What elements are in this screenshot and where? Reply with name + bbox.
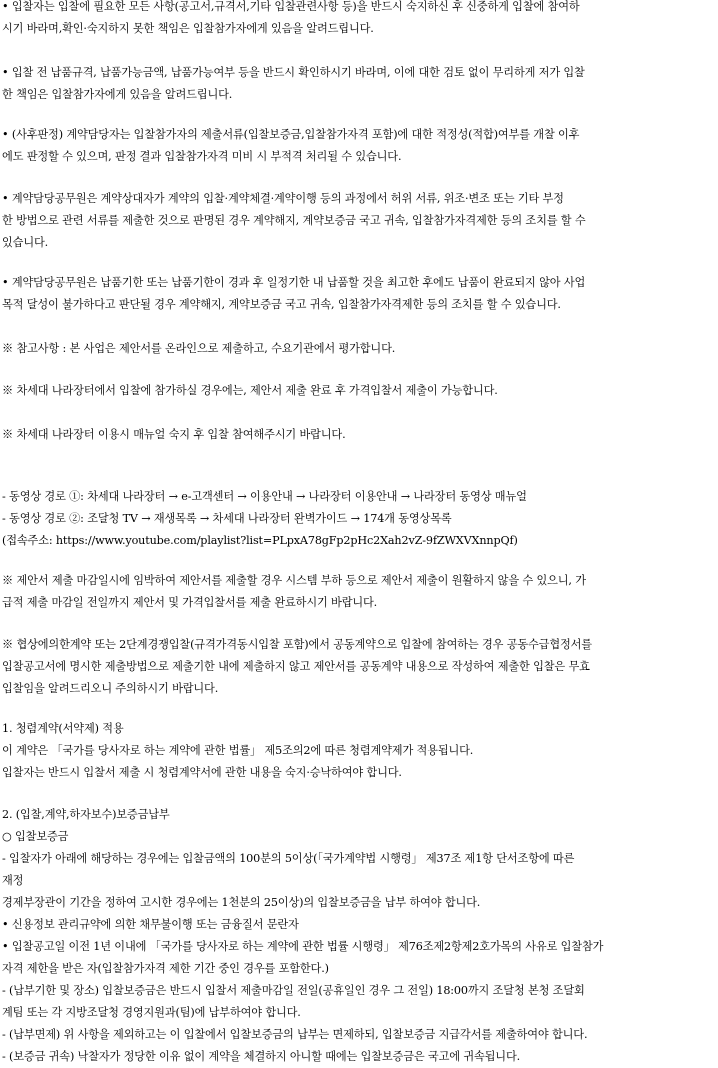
- text-line: ○ 입찰보증금: [2, 830, 69, 843]
- text-line: • 계약담당공무원은 납품기한 또는 납품기한이 경과 후 일정기한 내 납품할 것을 최고한 후에도 납품이 완료되지 않아 사업: [2, 276, 586, 289]
- notice-delivery-check: [2, 62, 716, 106]
- section-1: [2, 718, 716, 784]
- text-line: 입찰자는 반드시 입찰서 제출 시 청렴계약서에 관한 내용을 숙지·승낙하여야 합니다.: [2, 766, 402, 779]
- text-line: 경제부장관이 기간을 정하여 고시한 경우에는 1천분의 25이상)의 입찰보증금을 납부 하여야 합니다.: [2, 896, 481, 909]
- text-line: ※ 협상에의한계약 또는 2단계경쟁입찰(규격가격동시입찰 포함)에서 공동계약으로 입찰에 참여하는 경우 공동수급협정서를: [2, 638, 592, 651]
- text-line: ※ 참고사항 : 본 사업은 제안서를 온라인으로 제출하고, 수요기관에서 평가합니다.: [2, 342, 396, 355]
- text-line: • 신용정보 관리규약에 의한 채무불이행 또는 금융질서 문란자: [2, 918, 299, 931]
- text-line: 목적 달성이 불가하다고 판단될 경우 계약해지, 계약보증금 국고 귀속, 입찰참가자격제한 등의 조치를 할 수 있습니다.: [2, 298, 561, 311]
- text-line: 에도 판정할 수 있으며, 판정 결과 입찰참가자격 미비 시 부적격 처리될 수 있습니다.: [2, 150, 402, 163]
- text-line: • 입찰자는 입찰에 필요한 모든 사항(공고서,규격서,기타 입찰관련사항 등)을 반드시 숙지하신 후 신중하게 입찰에 참여하: [2, 0, 580, 13]
- notice-post-judgement: [2, 124, 716, 168]
- text-line: 한 책임은 입찰참가자에게 있음을 알려드립니다.: [2, 88, 233, 101]
- text-line: 시기 바라며,확인·숙지하지 못한 책임은 입찰참가자에게 있음을 알려드립니다.: [2, 22, 374, 35]
- text-line: ※ 제안서 제출 마감일시에 임박하여 제안서를 제출할 경우 시스템 부하 등으로 제안서 제출이 원활하지 않을 수 있으니, 가: [2, 574, 586, 587]
- reference-online: [2, 338, 716, 360]
- section-2: [2, 804, 716, 1068]
- text-line: (접속주소: https://www.youtube.com/playlist?list=PLpxA78gFp2pHc2Xah2vZ-9fZWXVXnnpQf): [2, 534, 518, 547]
- text-line: - 동영상 경로 ②: 조달청 TV → 재생목록 → 차세대 나라장터 완벽가이드 → 174개 동영상목록: [2, 512, 452, 525]
- text-line: 급적 제출 마감일 전일까지 제안서 및 가격입찰서를 제출 완료하시기 바랍니다.: [2, 596, 378, 609]
- text-line: 있습니다.: [2, 236, 49, 249]
- text-line: ※ 차세대 나라장터에서 입찰에 참가하실 경우에는, 제안서 제출 완료 후 가격입찰서 제출이 가능합니다.: [2, 384, 498, 397]
- text-line: 입찰임을 알려드리오니 주의하시기 바랍니다.: [2, 682, 219, 695]
- notice-joint-contract: [2, 634, 716, 700]
- text-line: 자격 제한을 받은 자(입찰참가자격 제한 기간 중인 경우를 포함한다.): [2, 962, 329, 975]
- text-line: 1. 청렴계약(서약제) 적용: [2, 722, 124, 735]
- text-line: 재정: [2, 874, 24, 887]
- text-line: • 입찰공고일 이전 1년 이내에 「국가를 당사자로 하는 계약에 관한 법률 시행령」 제76조제2항제2호가목의 사유로 입찰참가: [2, 940, 604, 953]
- text-line: • 입찰 전 납품규격, 납품가능금액, 납품가능여부 등을 반드시 확인하시기 바라며, 이에 대한 검토 없이 무리하게 저가 입찰: [2, 66, 585, 79]
- notice-deadline: [2, 570, 716, 614]
- text-line: • 계약담당공무원은 계약상대자가 계약의 입찰·계약체결·계약이행 등의 과정에서 허위 서류, 위조·변조 또는 기타 부정: [2, 192, 564, 205]
- text-line: ※ 차세대 나라장터 이용시 매뉴얼 숙지 후 입찰 참여해주시기 바랍니다.: [2, 428, 346, 441]
- text-line: • (사후판정) 계약담당자는 입찰참가자의 제출서류(입찰보증금,입찰참가자격 포함)에 대한 적정성(적합)여부를 개찰 이후: [2, 128, 580, 141]
- text-line: - 동영상 경로 ①: 차세대 나라장터 → e-고객센터 → 이용안내 → 나라장터 이용안내 → 나라장터 동영상 매뉴얼: [2, 490, 527, 503]
- text-line: - (납부기한 및 장소) 입찰보증금은 반드시 입찰서 제출마감일 전일(공휴일인 경우 그 전일) 18:00까지 조달청 본청 조달회: [2, 984, 585, 997]
- notice-delivery-delay: [2, 272, 716, 316]
- text-line: 계팀 또는 각 지방조달청 경영지원과(팀)에 납부하여야 합니다.: [2, 1006, 301, 1019]
- text-line: - 입찰자가 아래에 해당하는 경우에는 입찰금액의 100분의 5이상(「국가계약법 시행령」 제37조 제1항 단서조항에 따른: [2, 852, 575, 865]
- reference-next-gen-1: [2, 380, 716, 402]
- notice-false-documents: [2, 188, 716, 254]
- video-routes: [2, 486, 716, 552]
- text-line: 한 방법으로 관련 서류를 제출한 것으로 판명된 경우 계약해지, 계약보증금 국고 귀속, 입찰참가자격제한 등의 조치를 할 수: [2, 214, 586, 227]
- notice-required-items: [2, 0, 716, 40]
- text-line: 입찰공고서에 명시한 제출방법으로 제출기한 내에 제출하지 않고 제안서를 공동계약 내용으로 작성하여 제출한 입찰은 무효: [2, 660, 590, 673]
- reference-next-gen-2: [2, 424, 716, 446]
- text-line: 이 계약은 「국가를 당사자로 하는 계약에 관한 법률」 제5조의2에 따른 청렴계약제가 적용됩니다.: [2, 744, 474, 757]
- text-line: - (납부면제) 위 사항을 제외하고는 이 입찰에서 입찰보증금의 납부는 면제하되, 입찰보증금 지급각서를 제출하여야 합니다.: [2, 1028, 588, 1041]
- text-line: - (보증금 귀속) 낙찰자가 정당한 이유 없이 계약을 체결하지 아니할 때에는 입찰보증금은 국고에 귀속됩니다.: [2, 1050, 521, 1063]
- text-line: 2. (입찰,계약,하자보수)보증금납부: [2, 808, 170, 821]
